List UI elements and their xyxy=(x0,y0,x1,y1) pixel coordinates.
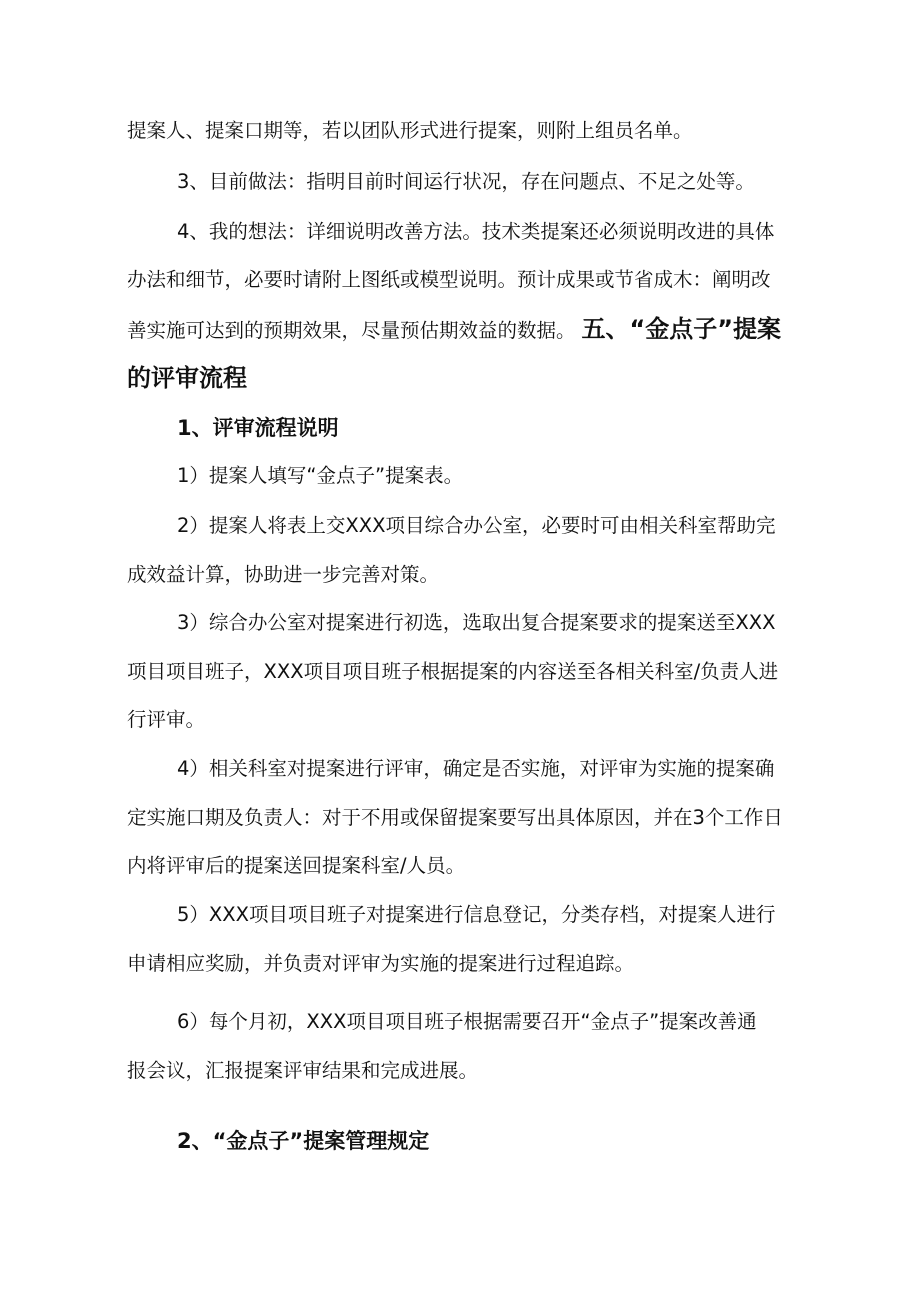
paragraph-line: 3、目前做法：指明目前时间运行状况，存在问题点、不足之处等。 xyxy=(177,170,755,193)
list-item-continuation: 申请相应奖励，并负责对评审为实施的提案进行过程追踪。 xyxy=(127,952,635,975)
paragraph-line: 4、我的想法：详细说明改善方法。技术类提案还必须说明改进的具体 xyxy=(177,220,775,243)
paragraph-text: 善实施可达到的预期效果，尽量预估期效益的数据。 xyxy=(127,319,576,342)
list-item: 2）提案人将表上交XXX项目综合办公室，必要时可由相关科室帮助完 xyxy=(177,514,776,537)
subsection-heading: 1、评审流程说明 xyxy=(177,416,339,440)
list-item: 6）每个月初，XXX项目项目班子根据需要召开“金点子”提案改善通 xyxy=(177,1010,757,1033)
list-item-continuation: 定实施口期及负责人：对于不用或保留提案要写出具体原因，并在3个工作日 xyxy=(127,806,783,829)
list-item: 4）相关科室对提案进行评审，确定是否实施，对评审为实施的提案确 xyxy=(177,757,775,780)
list-item: 1）提案人填写“金点子”提案表。 xyxy=(177,464,464,487)
list-item-continuation: 内将评审后的提案送回提案科室/人员。 xyxy=(127,854,466,877)
list-item-continuation: 报会议，汇报提案评审结果和完成进展。 xyxy=(127,1059,479,1082)
paragraph-line: 提案人、提案口期等，若以团队形式进行提案，则附上组员名单。 xyxy=(127,119,693,142)
list-item-continuation: 成效益计算，协助进一步完善对策。 xyxy=(127,563,440,586)
list-item: 3）综合办公室对提案进行初选，选取出复合提案要求的提案送至XXX xyxy=(177,611,776,634)
section-heading-inline: 五、“金点子”提案 xyxy=(581,315,782,343)
paragraph-line-with-heading xyxy=(127,315,781,345)
subsection-heading: 2、“金点子”提案管理规定 xyxy=(177,1129,430,1153)
list-item-continuation: 行评审。 xyxy=(127,708,206,731)
paragraph-line: 办法和细节，必要时请附上图纸或模型说明。预计成果或节省成木：阐明改 xyxy=(127,268,771,291)
section-heading-continuation: 的评审流程 xyxy=(127,364,247,392)
list-item-continuation: 项目项目班子，XXX项目项目班子根据提案的内容送至各相关科室/负责人进 xyxy=(127,660,779,683)
list-item: 5）XXX项目项目班子对提案进行信息登记，分类存档，对提案人进行 xyxy=(177,903,776,926)
